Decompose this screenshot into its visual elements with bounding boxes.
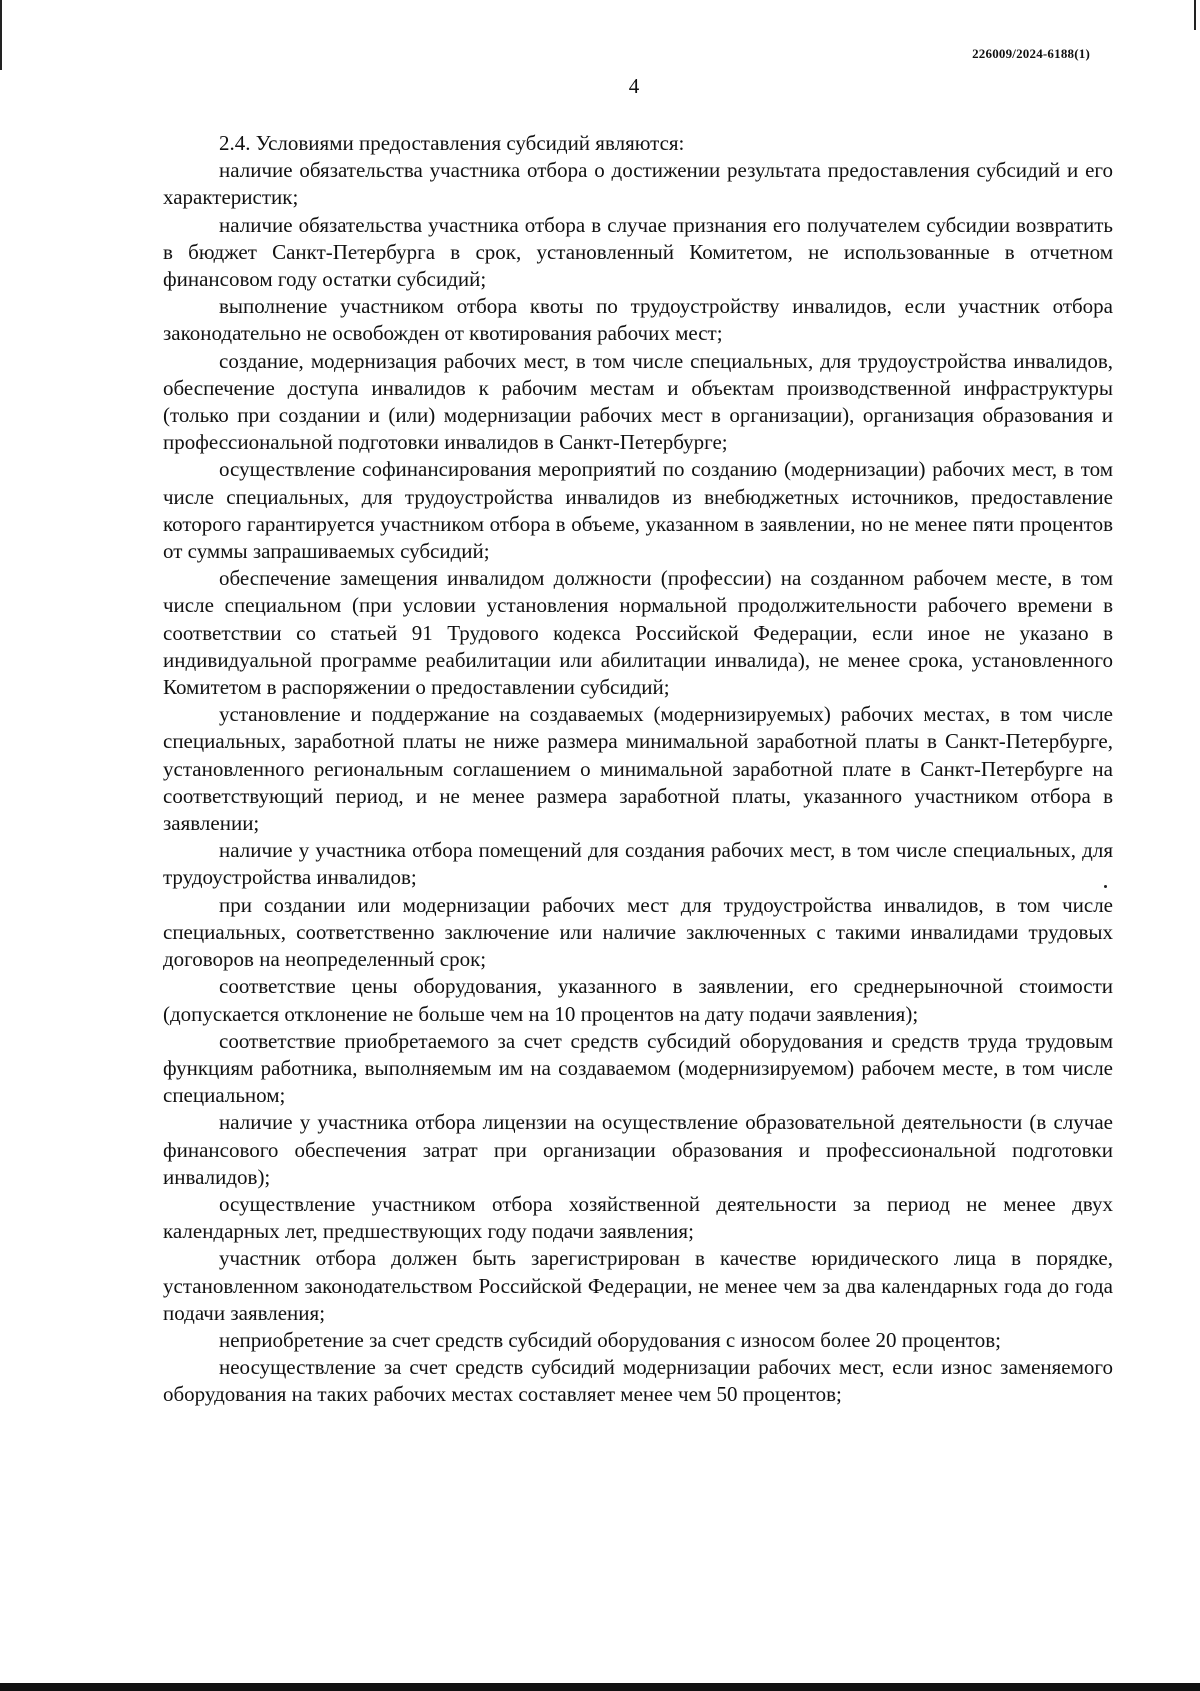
paragraph: осуществление софинансирования мероприятий по созданию (модернизации) рабочих мест, в том числе специальных, для трудоустройства инвалидов из внебюджетных источников, предоставление которого гарантируется участником отбора в объеме, указанном в заявлении, но не менее пяти процентов от суммы запрашиваемых субсидий; [163, 457, 1113, 564]
paragraph: обеспечение замещения инвалидом должности (профессии) на созданном рабочем месте, в том числе специальном (при условии установления нормальной продолжительности рабочего времени в соответствии со статьей 91 Трудового кодекса Российской Федерации, если иное не указано в индивидуальной программе реабилитации или абилитации инвалида), не менее срока, установленного Комитетом в распоряжении о предоставлении субсидий; [163, 566, 1113, 700]
document-id: 226009/2024-6188(1) [972, 46, 1090, 61]
scan-edge-mark [1194, 0, 1196, 30]
paragraph: выполнение участником отбора квоты по трудоустройству инвалидов, если участник отбора законодательно не освобожден от квотирования рабочих мест; [163, 294, 1113, 346]
paragraph: создание, модернизация рабочих мест, в том числе специальных, для трудоустройства инвалидов, обеспечение доступа инвалидов к рабочим местам и объектам производственной инфраструктуры (только при создании и (или) модернизации рабочих мест в организации), организация образования и профессиональной подготовки инвалидов в Санкт-Петербурге; [163, 348, 1113, 455]
paragraph: 2.4. Условиями предоставления субсидий являются: [219, 131, 685, 155]
paragraph: наличие обязательства участника отбора в случае признания его получателем субсидии возвратить в бюджет Санкт-Петербурга в срок, установленный Комитетом, не использованные в отчетном финансовом году остатки субсидий; [163, 212, 1113, 292]
page-number: 4 [628, 74, 640, 98]
paragraph: наличие обязательства участника отбора о достижении результата предоставления субсидий и его характеристик; [163, 158, 1113, 210]
paragraph: соответствие приобретаемого за счет средств субсидий оборудования и средств труда трудовым функциям работника, выполняемым им на создаваемом (модернизируемом) рабочем месте, в том числе специальном; [163, 1028, 1113, 1108]
paragraph: неприобретение за счет средств субсидий оборудования с износом более 20 процентов; [219, 1327, 1001, 1352]
paragraph: наличие у участника отбора лицензии на осуществление образовательной деятельности (в случае финансового обеспечения затрат при организации образования и профессиональной подготовки инвалидов); [163, 1110, 1113, 1189]
paragraph: установление и поддержание на создаваемых (модернизируемых) рабочих местах, в том числе специальных, заработной платы не ниже размера минимальной заработной платы в Санкт-Петербурге, установленного региональным соглашением о минимальной заработной плате в Санкт-Петербурге на соответствующий период, и не менее размера заработной платы, указанного участником отбора в заявлении; [163, 702, 1113, 836]
scan-bottom-edge [0, 1683, 1200, 1691]
scan-edge-mark [0, 0, 2, 70]
paragraph: соответствие цены оборудования, указанного в заявлении, его среднерыночной стоимости (допускается отклонение не больше чем на 10 процентов на дату подачи заявления); [163, 974, 1113, 1026]
paragraph: неосуществление за счет средств субсидий модернизации рабочих мест, если износ заменяемого оборудования на таких рабочих местах составляет менее чем 50 процентов; [163, 1355, 1113, 1407]
document-body [163, 130, 1113, 1409]
paragraph: при создании или модернизации рабочих мест для трудоустройства инвалидов, в том числе специальных, соответственно заключение или наличие заключенных с такими инвалидами трудовых договоров на неопределенный срок; [163, 892, 1113, 972]
paragraph: наличие у участника отбора помещений для создания рабочих мест, в том числе специальных, для трудоустройства инвалидов; [163, 838, 1113, 890]
paragraph: участник отбора должен быть зарегистрирован в качестве юридического лица в порядке, установленном законодательством Российской Федерации, не менее чем за два календарных года до года подачи заявления; [163, 1246, 1113, 1325]
paragraph: осуществление участником отбора хозяйственной деятельности за период не менее двух календарных лет, предшествующих году подачи заявления; [163, 1191, 1113, 1244]
